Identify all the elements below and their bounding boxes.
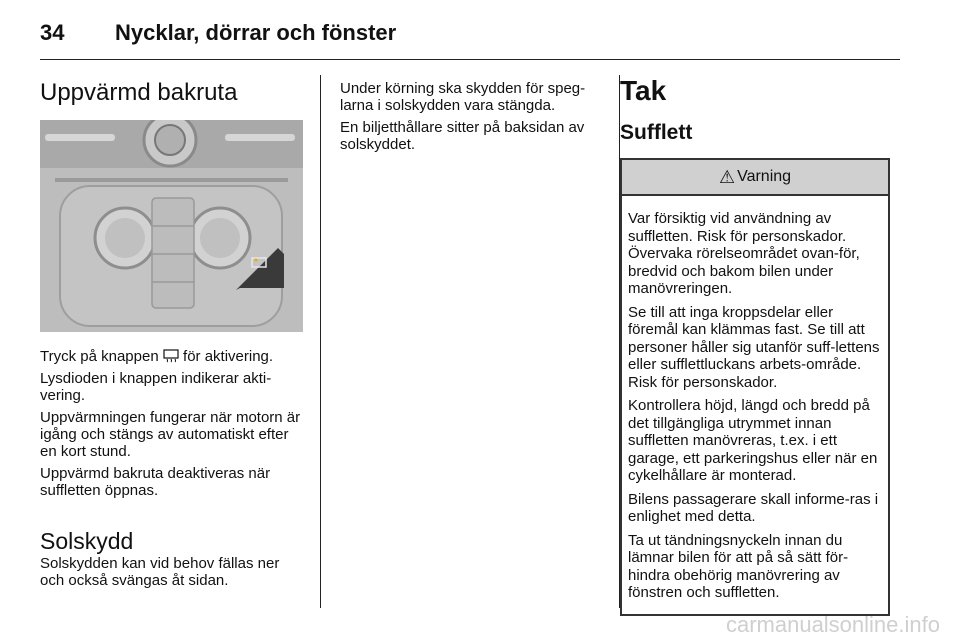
warning-title: Varning <box>737 168 792 185</box>
section-heading-sun-visors: Solskydd <box>40 528 134 554</box>
warning-paragraph: Bilens passagerare skall informe-ras i enlighet med detta. <box>628 490 879 525</box>
climate-control-panel-photo <box>40 120 303 332</box>
paragraph-mirror-covers: Under körning ska skydden för speg-larna i solskydden vara stängda. <box>340 80 586 114</box>
warning-paragraph: Ta ut tändningsnyckeln innan du lämnar bilen för att på så sätt för-hindra obehörig manövrering av fönstren och suffletten. <box>628 531 849 601</box>
column-middle <box>340 80 605 158</box>
warning-icon: ⚠ <box>718 166 736 187</box>
section-heading-heated-rear-window: Uppvärmd bakruta <box>40 79 238 106</box>
rear-window-defrost-icon <box>163 349 179 363</box>
column-right <box>620 66 900 616</box>
subsection-heading-soft-top: Sufflett <box>620 121 693 144</box>
paragraph-activate: Tryck på knappen för aktivering. <box>40 348 274 365</box>
running-title: Nycklar, dörrar och fönster <box>115 20 397 45</box>
page-number: 34 <box>40 20 65 45</box>
warning-header <box>622 160 888 196</box>
paragraph-led: Lysdioden i knappen indikerar akti-vering. <box>40 370 272 404</box>
column-divider-1 <box>320 75 321 608</box>
paragraph-operation: Uppvärmningen fungerar när motorn är igång och stängs av automatiskt efter en kort stund. <box>40 409 301 460</box>
section-heading-roof: Tak <box>620 75 667 106</box>
paragraph-deactivation: Uppvärmd bakruta deaktiveras när suffletten öppnas. <box>40 465 271 499</box>
paragraph-sun-visors: Solskydden kan vid behov fällas ner och också svängas åt sidan. <box>40 555 280 589</box>
warning-body <box>622 196 888 614</box>
page-header <box>40 18 900 48</box>
warning-box <box>620 158 890 616</box>
column-left <box>40 66 303 594</box>
paragraph-ticket-holder: En biljetthållare sitter på baksidan av solskyddet. <box>340 119 585 153</box>
header-rule <box>40 59 900 60</box>
watermark: carmanualsonline.info <box>725 612 940 637</box>
warning-paragraph: Kontrollera höjd, längd och bredd på det tillgängliga utrymmet innan suffletten manövreras, t.ex. i ett garage, ett parkeringshus eller när en cykelhållare är monterad. <box>628 397 878 484</box>
warning-paragraph: Se till att inga kroppsdelar eller föremål kan klämmas fast. Se till att personer håller sig utanför suff-lettens eller sufflettluckans arbets-område. Risk för personskador. <box>628 303 880 391</box>
warning-paragraph: Var försiktig vid användning av suffletten. Risk för personskador. Övervaka rörelseområdet ovan-för, bredvid och bakom bilen under manövreringen. <box>628 210 860 297</box>
climate-panel-illustration <box>40 120 303 332</box>
